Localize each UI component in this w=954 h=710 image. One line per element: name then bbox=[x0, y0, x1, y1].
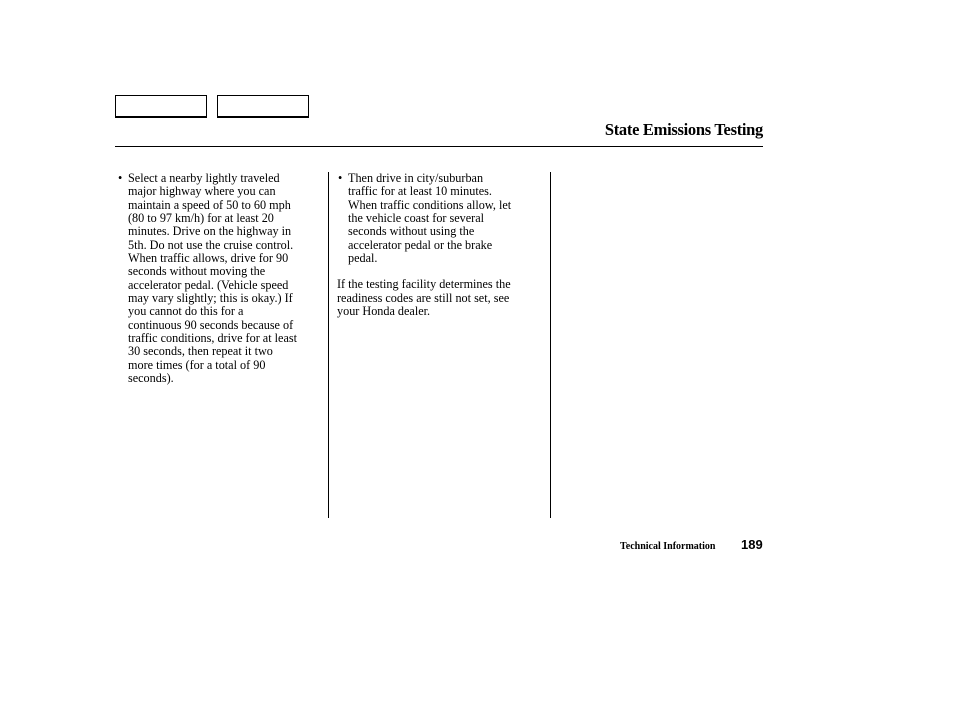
page-title: State Emissions Testing bbox=[604, 120, 763, 139]
bullet-item bbox=[117, 172, 322, 386]
bullet-item bbox=[337, 172, 541, 265]
page-number: 189 bbox=[741, 537, 763, 552]
bullet-marker: • bbox=[118, 171, 123, 185]
column-divider-1 bbox=[328, 172, 329, 518]
nav-box-contents[interactable] bbox=[115, 95, 207, 118]
text-column-2 bbox=[337, 172, 541, 318]
bullet-text: Then drive in city/suburban traffic for at least 10 minutes. When traffic conditions allow, let the vehicle coast for several seconds without using the accelerator pedal or the brake pedal. bbox=[348, 171, 512, 266]
text-column-1 bbox=[117, 172, 322, 386]
bullet-marker: • bbox=[338, 171, 343, 185]
body-paragraph: If the testing facility determines the readiness codes are still not set, see your Honda dealer. bbox=[337, 277, 511, 319]
nav-box-index[interactable] bbox=[217, 95, 309, 118]
column-divider-2 bbox=[550, 172, 551, 518]
bullet-text: Select a nearby lightly traveled major highway where you can maintain a speed of 50 to 60 mph (80 to 97 km/h) for at least 20 minutes. Drive on the highway in 5th. Do not use the cruise control. When traffic allows, drive for 90 seconds without moving the accelerator pedal. (Vehicle speed may vary slightly; this is okay.) If you cannot do this for a continuous 90 seconds because of traffic conditions, drive for at least 30 seconds, then repeat it two more times (for a total of 90 seconds). bbox=[128, 171, 297, 386]
footer-section-label: Technical Information bbox=[620, 541, 716, 552]
title-divider bbox=[115, 146, 763, 147]
